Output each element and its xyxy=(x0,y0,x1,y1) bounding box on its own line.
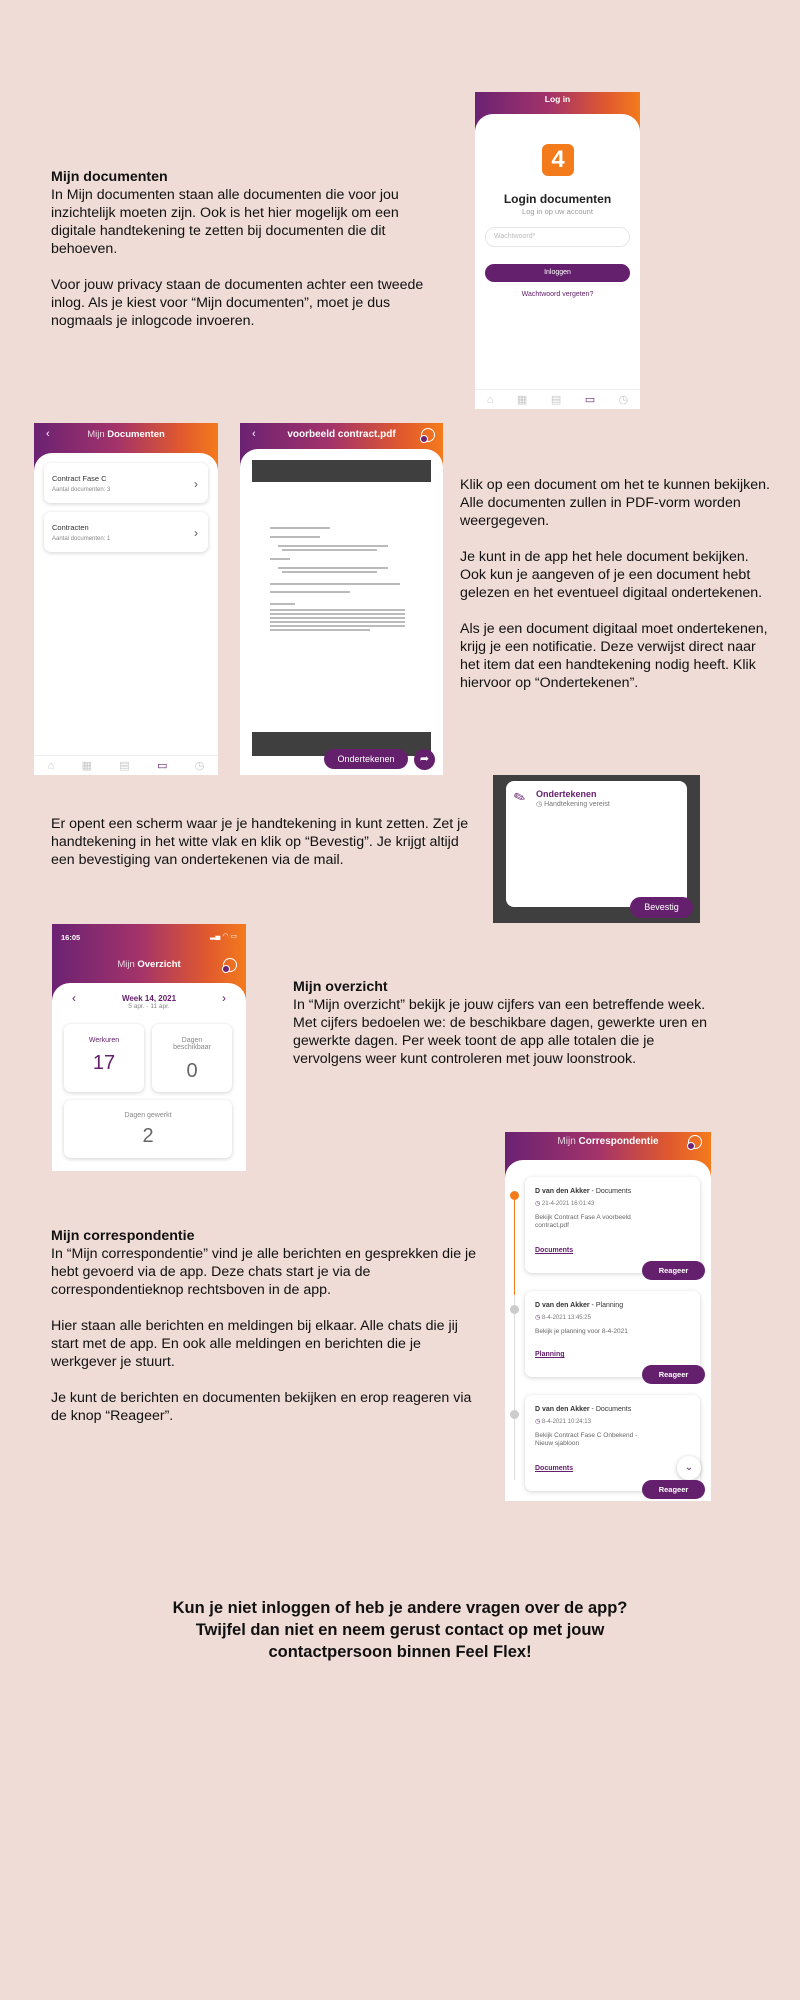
section-documents-text xyxy=(51,168,431,330)
pdf-screen xyxy=(240,423,443,775)
next-week-button[interactable]: › xyxy=(222,991,226,1005)
screen-title: Mijn Correspondentie xyxy=(557,1136,659,1147)
message-card[interactable]: D van den Akker - Documents ◷ 8-4-2021 10:24:13 Bekijk Contract Fase C Onbekend - Nieuw sjabloon Documents xyxy=(525,1395,700,1491)
home-icon[interactable]: ⌂ xyxy=(47,759,55,772)
share-icon[interactable]: ➦ xyxy=(414,749,435,770)
week-range: 5 apr. - 11 apr. xyxy=(128,1003,170,1010)
topbar-title: Log in xyxy=(544,94,571,104)
document-link[interactable]: Documents xyxy=(535,1465,574,1472)
correspondence-list xyxy=(505,1160,711,1501)
chevron-right-icon: › xyxy=(194,526,198,540)
back-chevron-icon[interactable]: ‹ xyxy=(46,428,50,440)
section-heading: Mijn documenten xyxy=(51,169,168,185)
documents-screen xyxy=(34,423,218,775)
contact-question: Kun je niet inloggen of heb je andere vragen over de app? Twijfel dan niet en neem gerust contact op met jouw contactpersoon binnen Feel Flex! xyxy=(172,1599,628,1661)
tile-werkuren: Werkuren 17 xyxy=(64,1024,144,1092)
signature-area[interactable] xyxy=(506,781,687,907)
chevron-down-icon[interactable]: ⌄ xyxy=(677,1456,701,1480)
status-time: 16:05 xyxy=(61,933,81,942)
document-icon[interactable]: ▤ xyxy=(119,760,130,772)
overview-screen xyxy=(52,924,246,1171)
pdf-page xyxy=(252,482,431,732)
screen-title: voorbeeld contract.pdf xyxy=(287,429,396,440)
screen-title: Mijn Overzicht xyxy=(117,959,181,970)
reply-button[interactable]: Reageer xyxy=(642,1480,705,1499)
week-label: Week 14, 2021 xyxy=(121,994,177,1003)
paragraph: Voor jouw privacy staan de documenten achter een tweede inlog. Als je kiest voor “Mijn documenten”, moet je dus nogmaals je inlogcode invoeren. xyxy=(51,277,424,329)
overview-card xyxy=(52,983,246,1171)
calendar-icon[interactable]: ▦ xyxy=(81,760,92,772)
confirm-button[interactable]: Bevestig xyxy=(630,897,693,918)
app-logo: 4 xyxy=(542,144,574,176)
folder-icon[interactable]: ▭ xyxy=(157,760,168,772)
sign-subtitle: ◷ Handtekening vereist xyxy=(536,801,610,808)
message-card[interactable]: D van den Akker - Planning ◷ 8-4-2021 13:45:25 Bekijk je planning voor 8-4-2021 Planning xyxy=(525,1291,700,1377)
reply-button[interactable]: Reageer xyxy=(642,1261,705,1280)
prev-week-button[interactable]: ‹ xyxy=(72,991,76,1005)
list-item[interactable]: Contract Fase C Aantal documenten: 3 › xyxy=(44,463,208,503)
paragraph: In Mijn documenten staan alle documenten die voor jou inzichtelijk moeten zijn. Ook is het hier mogelijk om een digitale handtekening te zetten bij documenten die dit behoeven. xyxy=(51,187,399,257)
list-item[interactable]: Contracten Aantal documenten: 1 › xyxy=(44,512,208,552)
clock-icon[interactable]: ◷ xyxy=(194,760,205,772)
login-screen xyxy=(475,92,640,409)
pdf-viewer xyxy=(240,449,443,775)
clock-small-icon: ◷ xyxy=(535,1419,541,1425)
paragraph: Je kunt in de app het hele document bekijken. Ook kun je aangeven of je een document hebt gelezen en het eventueel digitaal ondertekenen. xyxy=(460,549,763,601)
sign-screen xyxy=(493,775,700,923)
tile-dagen-beschikbaar: Dagen beschikbaar 0 xyxy=(152,1024,232,1092)
screen-title: Mijn Documenten xyxy=(87,429,165,440)
paragraph: Hier staan alle berichten en meldingen bij elkaar. Alle chats die jij start met de app. En ook alle meldingen en berichten die je werkgever je stuurt. xyxy=(51,1318,458,1370)
timeline-dot xyxy=(510,1410,519,1419)
paragraph: Als je een document digitaal moet ondertekenen, krijg je een notificatie. Deze verwijst direct naar het item dat een handtekening nodig heeft. Klik hiervoor op “Ondertekenen”. xyxy=(460,621,768,691)
section-heading: Mijn overzicht xyxy=(293,979,388,995)
tile-dagen-gewerkt: Dagen gewerkt 2 xyxy=(64,1100,232,1158)
paragraph: Klik op een document om het te kunnen bekijken. Alle documenten zullen in PDF-vorm worden weergegeven. xyxy=(460,477,770,529)
chevron-right-icon: › xyxy=(194,477,198,491)
sign-button[interactable]: Ondertekenen xyxy=(324,749,408,769)
forgot-password-link[interactable]: Wachtwoord vergeten? xyxy=(521,291,594,298)
planning-link[interactable]: Planning xyxy=(535,1351,565,1358)
clock-small-icon: ◷ xyxy=(535,1201,541,1207)
section-sign-text xyxy=(51,815,476,869)
section-correspondence-text xyxy=(51,1227,481,1425)
login-title: Login documenten xyxy=(503,192,612,206)
clock-small-icon: ◷ xyxy=(535,1315,541,1321)
reply-button[interactable]: Reageer xyxy=(642,1365,705,1384)
calendar-icon[interactable]: ▦ xyxy=(516,394,528,406)
paragraph: Je kunt de berichten en documenten bekijken en erop reageren via de knop “Reageer”. xyxy=(51,1390,472,1424)
clock-icon[interactable]: ◷ xyxy=(618,394,629,406)
timeline-dot-active xyxy=(510,1191,519,1200)
message-card[interactable]: D van den Akker - Documents ◷ 21-4-2021 16:01:43 Bekijk Contract Fase A voorbeeld contract.pdf Documents xyxy=(525,1177,700,1273)
paragraph: Er opent een scherm waar je je handtekening in kunt zetten. Zet je handtekening in het witte vlak en klik op “Bevestig”. Je krijgt altijd een bevestiging van ondertekenen via de mail. xyxy=(51,816,469,868)
chat-dots-icon[interactable] xyxy=(421,428,435,447)
timeline-active-line xyxy=(514,1195,515,1295)
section-heading: Mijn correspondentie xyxy=(51,1228,195,1244)
login-subtitle: Log in op uw account xyxy=(522,207,593,216)
password-field[interactable]: Wachtwoord* xyxy=(485,227,630,247)
sign-title: Ondertekenen xyxy=(536,789,597,799)
document-icon[interactable]: ▤ xyxy=(550,394,562,406)
login-card xyxy=(475,114,640,409)
pdf-frame xyxy=(252,460,431,756)
chat-dots-icon[interactable] xyxy=(223,958,237,977)
section-pdf-text xyxy=(460,476,770,692)
bottom-nav xyxy=(475,389,640,409)
documents-list xyxy=(34,453,218,775)
document-link[interactable]: Documents xyxy=(535,1247,574,1254)
folder-icon[interactable]: ▭ xyxy=(584,394,596,406)
home-icon[interactable]: ⌂ xyxy=(486,393,494,406)
paragraph: In “Mijn overzicht” bekijk je jouw cijfers van een betreffende week. Met cijfers bedoelen we: de beschikbare dagen, gewerkte uren en gewerkte dagen. Per week toont de app alle totalen die je vervolgens weer kunt controleren met jouw loonstrook. xyxy=(293,997,708,1067)
paragraph: In “Mijn correspondentie” vind je alle berichten en gesprekken die je hebt gevoerd via de app. Deze chats start je via de correspondentieknop rechtsboven in de app. xyxy=(51,1246,477,1298)
chat-dots-icon[interactable] xyxy=(688,1135,702,1154)
section-overview-text xyxy=(293,978,713,1068)
correspondence-screen xyxy=(505,1132,711,1501)
clock-small-icon: ◷ xyxy=(536,801,543,808)
pen-icon: ✎ xyxy=(511,787,528,807)
back-chevron-icon[interactable]: ‹ xyxy=(252,428,256,440)
timeline-dot xyxy=(510,1305,519,1314)
status-icons: ▂▄ ◠ ▭ xyxy=(210,933,237,940)
login-button[interactable]: Inloggen xyxy=(485,264,630,282)
bottom-nav xyxy=(34,755,218,775)
